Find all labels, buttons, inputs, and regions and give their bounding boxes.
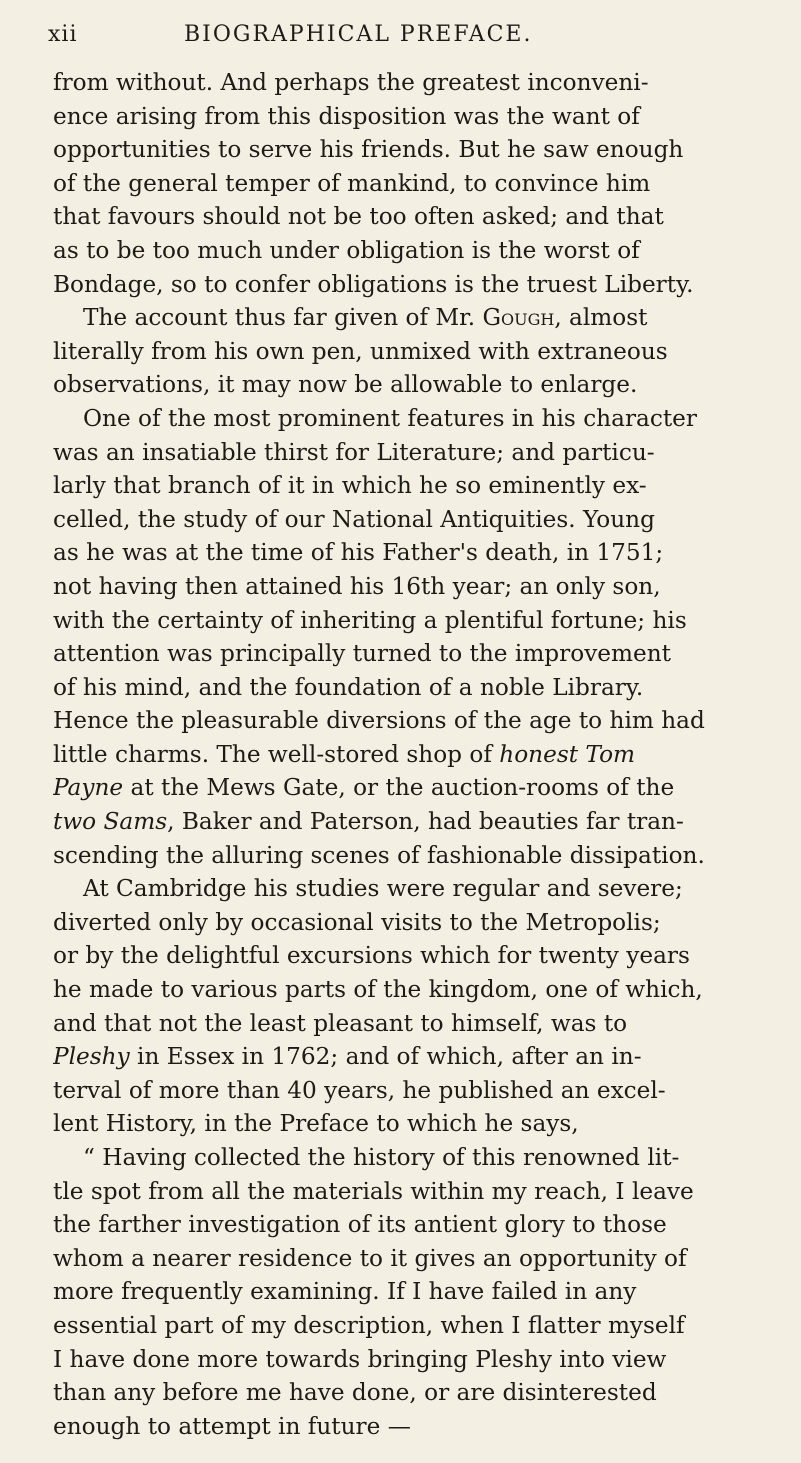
line-text: was an insatiable thirst for Literature; and particu- — [53, 438, 655, 466]
line-text: or by the delightful excursions which for twenty years — [53, 942, 690, 970]
text-line — [53, 1242, 773, 1276]
line-text: more frequently examining. If I have failed in any — [53, 1278, 637, 1306]
line-text: opportunities to serve his friends. But he saw enough — [53, 136, 684, 164]
text-line — [53, 1107, 773, 1141]
line-text: the farther investigation of its antient glory to those — [53, 1211, 667, 1239]
text-line — [53, 335, 773, 369]
text-line — [53, 1040, 773, 1074]
line-text: literally from his own pen, unmixed with extraneous — [53, 337, 668, 365]
text-line — [53, 771, 773, 805]
text-line — [53, 200, 773, 234]
text-line — [53, 503, 773, 537]
text-line — [53, 1208, 773, 1242]
italic-text: two Sams — [53, 808, 168, 836]
italic-text: honest Tom — [499, 740, 636, 768]
line-text: , almost — [554, 304, 648, 332]
text-line — [53, 436, 773, 470]
line-text: larly that branch of it in which he so eminently ex- — [53, 472, 647, 500]
text-line — [53, 1175, 773, 1209]
text-line — [53, 536, 773, 570]
text-line — [53, 1376, 773, 1410]
text-line — [53, 637, 773, 671]
text-line — [53, 66, 773, 100]
text-line — [53, 368, 773, 402]
text-line — [53, 805, 773, 839]
text-line — [53, 469, 773, 503]
text-line — [53, 133, 773, 167]
line-text: “ Having collected the history of this renowned lit- — [83, 1144, 680, 1171]
page-number: xii — [48, 22, 78, 47]
text-line — [53, 167, 773, 201]
text-line — [53, 872, 773, 906]
line-text: he made to various parts of the kingdom, one of which, — [53, 976, 703, 1004]
text-line — [53, 1410, 773, 1444]
line-text: with the certainty of inheriting a plentiful fortune; his — [53, 606, 687, 634]
line-text: lent History, in the Preface to which he says, — [53, 1110, 579, 1138]
line-text: and that not the least pleasant to himself, was to — [53, 1009, 628, 1037]
body-text — [53, 66, 773, 1443]
text-line — [53, 1309, 773, 1343]
line-text: enough to attempt in future — — [53, 1412, 411, 1440]
line-text: that favours should not be too often asked; and that — [53, 203, 664, 231]
italic-text: Payne — [53, 774, 124, 802]
text-line — [53, 402, 773, 436]
line-text: celled, the study of our National Antiquities. Young — [53, 505, 655, 533]
line-text: little charms. The well-stored shop of — [53, 740, 500, 768]
text-line — [53, 738, 773, 772]
text-line — [53, 671, 773, 705]
line-text: At Cambridge his studies were regular and severe; — [83, 875, 683, 903]
text-line — [53, 1141, 773, 1175]
line-text: than any before me have done, or are disinterested — [53, 1379, 657, 1407]
line-text: as he was at the time of his Father's death, in 1751; — [53, 539, 664, 567]
line-text: The account thus far given of Mr. — [83, 304, 483, 332]
line-text: attention was principally turned to the improvement — [53, 640, 671, 668]
text-line — [53, 906, 773, 940]
line-text: I have done more towards bringing Pleshy into view — [53, 1345, 667, 1373]
line-text: at the Mews Gate, or the auction-rooms of the — [123, 774, 675, 802]
small-caps-name: Gough — [482, 304, 555, 332]
line-text: Bondage, so to confer obligations is the truest Liberty. — [53, 270, 694, 298]
italic-text: Pleshy — [53, 1043, 130, 1071]
text-line — [53, 839, 773, 873]
text-line — [53, 301, 773, 335]
line-text: terval of more than 40 years, he published an excel- — [53, 1076, 666, 1104]
text-line — [53, 1275, 773, 1309]
line-text: from without. And perhaps the greatest inconveni- — [53, 69, 649, 96]
line-text: diverted only by occasional visits to the Metropolis; — [53, 908, 661, 936]
line-text: of his mind, and the foundation of a noble Library. — [53, 673, 644, 701]
text-line — [53, 268, 773, 302]
line-text: One of the most prominent features in his character — [83, 404, 697, 432]
line-text: as to be too much under obligation is the worst of — [53, 236, 640, 264]
text-line — [53, 1007, 773, 1041]
text-line — [53, 234, 773, 268]
line-text: tle spot from all the materials within my reach, I leave — [53, 1177, 694, 1205]
line-text: Hence the pleasurable diversions of the age to him had — [53, 707, 705, 735]
line-text: , Baker and Paterson, had beauties far tran- — [167, 808, 684, 836]
line-text: in Essex in 1762; and of which, after an in- — [129, 1043, 642, 1071]
text-line — [53, 1343, 773, 1377]
line-text: observations, it may now be allowable to enlarge. — [53, 371, 638, 399]
text-line — [53, 100, 773, 134]
line-text: whom a nearer residence to it gives an opportunity of — [53, 1244, 687, 1272]
text-line — [53, 939, 773, 973]
text-line — [53, 973, 773, 1007]
page-header — [48, 22, 762, 52]
text-line — [53, 570, 773, 604]
text-line — [53, 1074, 773, 1108]
line-text: ence arising from this disposition was the want of — [53, 102, 640, 130]
text-line — [53, 704, 773, 738]
line-text: of the general temper of mankind, to convince him — [53, 169, 651, 197]
line-text: scending the alluring scenes of fashionable dissipation. — [53, 841, 705, 869]
running-title: BIOGRAPHICAL PREFACE. — [184, 22, 533, 47]
text-line — [53, 604, 773, 638]
line-text: not having then attained his 16th year; an only son, — [53, 572, 661, 600]
line-text: essential part of my description, when I flatter myself — [53, 1311, 685, 1339]
